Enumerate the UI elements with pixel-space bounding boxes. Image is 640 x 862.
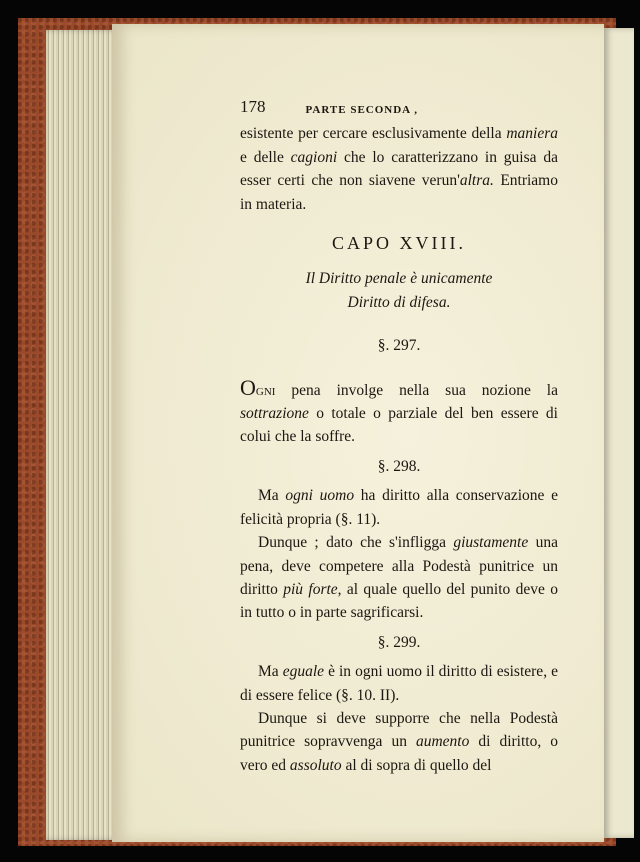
paragraph: Dunque ; dato che s'infligga giustamente una pena, deve competere alla Podestà punitrice un diritto più forte, al quale quello del punito deve o in tutto o in parte sagrificarsi. (240, 534, 558, 622)
section-heading-297: §. 297. (377, 337, 421, 355)
paragraph: Dunque si deve supporre che nella Podestà punitrice sopravvenga un aumento di diritto, o vero ed assoluto al di sopra di quello del (240, 709, 558, 774)
paragraph: esistente per cercare esclusivamente della maniera e delle cagioni che lo caratterizzano in guisa da esser certi che non siavene verun'altra. Entriamo in materia. (240, 125, 558, 213)
next-page-edge (604, 28, 634, 838)
chapter-heading: CAPO XVIII. (332, 233, 466, 254)
paragraph: Ma ogni uomo ha diritto alla conservazione e felicità propria (§. 11). (240, 487, 558, 528)
page-text (240, 95, 558, 777)
running-header (240, 95, 558, 122)
paragraph: Ma eguale è in ogni uomo il diritto di esistere, e di essere felice (§. 10. II). (240, 663, 558, 704)
page-number: 178 (240, 97, 266, 116)
section-heading-299: §. 299. (377, 633, 421, 651)
chapter-subtitle: Il Diritto penale è unicamente Diritto di difesa. (305, 270, 493, 311)
section-heading-298: §. 298. (377, 457, 421, 475)
paragraph: Ogni pena involge nella sua nozione la sottrazione o totale o parziale del ben essere di colui che la soffre. (240, 374, 558, 446)
running-title: PARTE SECONDA , (305, 104, 419, 116)
